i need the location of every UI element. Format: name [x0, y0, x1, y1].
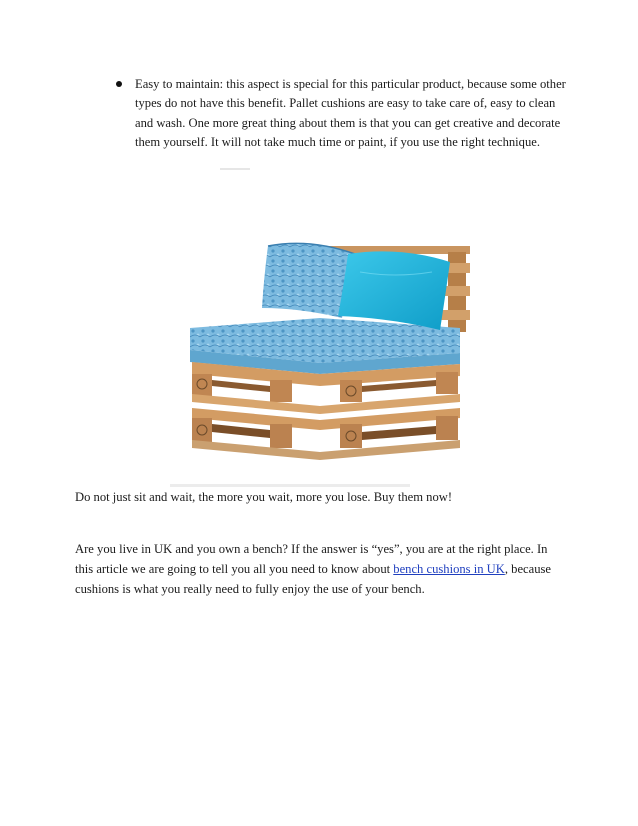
bench-cushions-link[interactable]: bench cushions in UK	[393, 562, 505, 576]
intro-text-before-link: Are you live in UK and you own a bench? If the answer is “yes”, you are at the right place. In this article we are going to tell you all you need to know about	[75, 542, 548, 576]
turquoise-cushion	[338, 251, 450, 330]
bullet-text: Easy to maintain: this aspect is special for this particular product, because some other types do not have this benefit. Pallet cushions are easy to take care of, easy to clean and wash. One more great thing about them is that you can get creative and decorate them yourself. It will not take much time or paint, if you use the right technique.	[135, 77, 566, 150]
pallet-sofa-image	[170, 168, 500, 488]
seat-cushion	[190, 318, 460, 374]
intro-text-after-link: , because cushions is what you really need to fully enjoy the use of your bench.	[75, 562, 552, 596]
intro-paragraph	[75, 539, 565, 599]
base-pallets	[192, 362, 460, 460]
bullet-icon	[116, 81, 122, 87]
call-to-action-paragraph: Do not just sit and wait, the more you wait, more you lose. Buy them now!	[75, 490, 453, 504]
pallet-sofa-illustration-icon	[170, 168, 500, 488]
